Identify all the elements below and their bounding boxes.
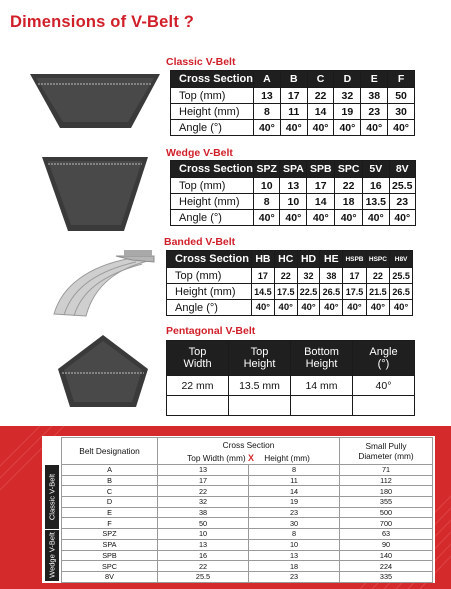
wedge-row-angle [171, 210, 416, 226]
banded-header-cell: HB [252, 251, 275, 268]
classic-cell: 19 [334, 104, 361, 120]
designation-cell: E [62, 507, 158, 518]
top-width-cell: 38 [158, 507, 249, 518]
wedge-cell: 14 [307, 194, 335, 210]
pully-cell: 90 [340, 539, 433, 550]
pentagonal-cell [353, 396, 415, 416]
pully-cell: 180 [340, 486, 433, 497]
classic-header-cell: Cross Section [171, 71, 254, 88]
summary-row [62, 465, 433, 476]
banded-header-cell: HSPC [366, 251, 389, 268]
height-cell: 18 [249, 561, 340, 572]
pully-cell: 224 [340, 561, 433, 572]
classic-cell: 40° [388, 120, 415, 136]
banded-cell: 17 [343, 268, 366, 284]
banded-cell: 17 [252, 268, 275, 284]
top-width-cell: 17 [158, 475, 249, 486]
wedge-header-cell: SPA [280, 161, 307, 178]
height-cell: 30 [249, 518, 340, 529]
page-title: Dimensions of V-Belt ? [10, 13, 195, 31]
wedge-cell: 16 [363, 178, 389, 194]
summary-row [62, 518, 433, 529]
classic-row-height [171, 104, 415, 120]
classic-row-top [171, 88, 415, 104]
banded-cell: 22 [366, 268, 389, 284]
pentagonal-header-cell: Angle (°) [353, 341, 415, 376]
classic-row-label: Angle (°) [171, 120, 254, 136]
pentagonal-section-title: Pentagonal V-Belt [166, 325, 256, 337]
banded-belt-table [166, 250, 413, 316]
wedge-row-height [171, 194, 416, 210]
classic-row-angle [171, 120, 415, 136]
summary-row [62, 475, 433, 486]
pentagonal-cell: 14 mm [291, 376, 353, 396]
classic-header-cell: D [334, 71, 361, 88]
designation-cell: F [62, 518, 158, 529]
banded-cell: 40° [320, 300, 343, 316]
pully-cell: 140 [340, 550, 433, 561]
banded-row-label: Top (mm) [167, 268, 252, 284]
top-width-cell: 25.5 [158, 571, 249, 582]
banded-cell: 32 [297, 268, 320, 284]
banded-header-cell: H8V [390, 251, 413, 268]
wedge-row-label: Height (mm) [171, 194, 254, 210]
wedge-header-cell: SPC [335, 161, 363, 178]
height-cell: 11 [249, 475, 340, 486]
banded-cell: 40° [274, 300, 297, 316]
banded-cell: 40° [366, 300, 389, 316]
wedge-header-cell: 8V [389, 161, 415, 178]
height-cell: 19 [249, 497, 340, 508]
wedge-cell: 8 [254, 194, 280, 210]
banded-cell: 14.5 [252, 284, 275, 300]
classic-cell: 40° [334, 120, 361, 136]
cross-section-header: Cross Section [158, 438, 340, 452]
banded-header-cell: Cross Section [167, 251, 252, 268]
classic-cell: 40° [280, 120, 307, 136]
wedge-cell: 40° [363, 210, 389, 226]
banded-row-label: Angle (°) [167, 300, 252, 316]
designation-cell: C [62, 486, 158, 497]
classic-cell: 11 [280, 104, 307, 120]
summary-row [62, 539, 433, 550]
height-cell: 8 [249, 529, 340, 540]
wedge-header-cell: SPB [307, 161, 335, 178]
banded-cell: 40° [343, 300, 366, 316]
wedge-row-label: Angle (°) [171, 210, 254, 226]
pentagonal-header-row [167, 341, 415, 376]
banded-cell: 25.5 [390, 268, 413, 284]
pully-cell: 112 [340, 475, 433, 486]
pentagonal-belt-image [56, 333, 152, 413]
height-cell: 14 [249, 486, 340, 497]
banded-cell: 22.5 [297, 284, 320, 300]
height-cell: 13 [249, 550, 340, 561]
summary-row [62, 507, 433, 518]
classic-cell: 50 [388, 88, 415, 104]
classic-cell: 40° [254, 120, 281, 136]
wedge-cell: 40° [389, 210, 415, 226]
classic-header-row [171, 71, 415, 88]
summary-row [62, 550, 433, 561]
classic-belt-image [30, 70, 162, 140]
top-width-cell: 13 [158, 539, 249, 550]
height-cell: 23 [249, 507, 340, 518]
wedge-cell: 18 [335, 194, 363, 210]
summary-table [61, 437, 433, 583]
designation-cell: A [62, 465, 158, 476]
banded-cell: 40° [252, 300, 275, 316]
wedge-cell: 17 [307, 178, 335, 194]
classic-cell: 30 [388, 104, 415, 120]
top-width-cell: 10 [158, 529, 249, 540]
pully-cell: 63 [340, 529, 433, 540]
classic-row-label: Top (mm) [171, 88, 254, 104]
wedge-cell: 10 [254, 178, 280, 194]
banded-header-cell: HC [274, 251, 297, 268]
top-width-cell: 22 [158, 486, 249, 497]
designation-cell: B [62, 475, 158, 486]
summary-row [62, 497, 433, 508]
banded-belt-image [36, 244, 156, 320]
banded-cell: 40° [297, 300, 320, 316]
banded-header-cell: HE [320, 251, 343, 268]
classic-cell: 23 [361, 104, 388, 120]
designation-header: Belt Designation [62, 438, 158, 465]
wedge-section-title: Wedge V-Belt [166, 147, 233, 159]
classic-header-cell: B [280, 71, 307, 88]
top-width-cell: 16 [158, 550, 249, 561]
classic-header-cell: F [388, 71, 415, 88]
classic-cell: 40° [307, 120, 334, 136]
banded-cell: 21.5 [366, 284, 389, 300]
pentagonal-cell [291, 396, 353, 416]
wedge-cell: 13 [280, 178, 307, 194]
classic-cell: 32 [334, 88, 361, 104]
banded-cell: 22 [274, 268, 297, 284]
top-width-cell: 50 [158, 518, 249, 529]
designation-cell: 8V [62, 571, 158, 582]
wedge-belt-image [42, 155, 154, 235]
classic-cell: 40° [361, 120, 388, 136]
banded-cell: 38 [320, 268, 343, 284]
wedge-row-top [171, 178, 416, 194]
wedge-row-label: Top (mm) [171, 178, 254, 194]
summary-row [62, 561, 433, 572]
cross-section-subheader: Top Width (mm) X Height (mm) [158, 451, 340, 465]
banded-header-cell: HD [297, 251, 320, 268]
banded-header-row [167, 251, 413, 268]
pentagonal-header-cell: Top Height [229, 341, 291, 376]
banded-row-angle [167, 300, 413, 316]
pentagonal-cell: 40° [353, 376, 415, 396]
wedge-group-label: Wedge V-Belt [47, 532, 57, 578]
top-width-cell: 32 [158, 497, 249, 508]
pentagonal-row-empty [167, 396, 415, 416]
classic-header-cell: A [254, 71, 281, 88]
pentagonal-header-cell: Bottom Height [291, 341, 353, 376]
designation-cell: SPZ [62, 529, 158, 540]
pully-cell: 700 [340, 518, 433, 529]
height-cell: 23 [249, 571, 340, 582]
banded-cell: 17.5 [343, 284, 366, 300]
classic-cell: 38 [361, 88, 388, 104]
wedge-cell: 25.5 [389, 178, 415, 194]
wedge-header-cell: 5V [363, 161, 389, 178]
banded-cell: 26.5 [320, 284, 343, 300]
banded-cell: 40° [390, 300, 413, 316]
classic-cell: 8 [254, 104, 281, 120]
classic-row-label: Height (mm) [171, 104, 254, 120]
wedge-cell: 40° [280, 210, 307, 226]
banded-header-cell: HSPB [343, 251, 366, 268]
classic-group-label: Classic V-Belt [47, 473, 57, 521]
designation-cell: D [62, 497, 158, 508]
pully-cell: 355 [340, 497, 433, 508]
banded-cell: 17.5 [274, 284, 297, 300]
wedge-cell: 22 [335, 178, 363, 194]
banded-row-height [167, 284, 413, 300]
designation-cell: SPC [62, 561, 158, 572]
pully-cell: 500 [340, 507, 433, 518]
pully-header: Small Pully Diameter (mm) [340, 438, 433, 465]
summary-row [62, 571, 433, 582]
wedge-belt-table [170, 160, 416, 226]
top-width-cell: 13 [158, 465, 249, 476]
height-cell: 8 [249, 465, 340, 476]
pentagonal-cell [229, 396, 291, 416]
wedge-cell: 40° [307, 210, 335, 226]
classic-cell: 13 [254, 88, 281, 104]
wedge-cell: 23 [389, 194, 415, 210]
wedge-cell: 40° [254, 210, 280, 226]
wedge-cell: 13.5 [363, 194, 389, 210]
wedge-header-row [171, 161, 416, 178]
banded-section-title: Banded V-Belt [164, 236, 236, 248]
classic-cell: 17 [280, 88, 307, 104]
pully-cell: 71 [340, 465, 433, 476]
pentagonal-cell: 13.5 mm [229, 376, 291, 396]
wedge-header-cell: SPZ [254, 161, 280, 178]
classic-header-cell: C [307, 71, 334, 88]
summary-row [62, 529, 433, 540]
classic-belt-table [170, 70, 415, 136]
classic-cell: 14 [307, 104, 334, 120]
classic-section-title: Classic V-Belt [166, 56, 236, 68]
designation-cell: SPA [62, 539, 158, 550]
wedge-cell: 10 [280, 194, 307, 210]
banded-row-top [167, 268, 413, 284]
pentagonal-cell [167, 396, 229, 416]
classic-header-cell: E [361, 71, 388, 88]
summary-header-row [62, 438, 433, 452]
banded-row-label: Height (mm) [167, 284, 252, 300]
height-cell: 10 [249, 539, 340, 550]
designation-cell: SPB [62, 550, 158, 561]
pentagonal-row [167, 376, 415, 396]
cross-x-mark: X [247, 452, 254, 463]
wedge-cell: 40° [335, 210, 363, 226]
pentagonal-header-cell: Top Width [167, 341, 229, 376]
wedge-header-cell: Cross Section [171, 161, 254, 178]
classic-cell: 22 [307, 88, 334, 104]
banded-cell: 26.5 [390, 284, 413, 300]
summary-row [62, 486, 433, 497]
top-width-cell: 22 [158, 561, 249, 572]
pentagonal-cell: 22 mm [167, 376, 229, 396]
pentagonal-belt-table [166, 340, 415, 416]
pully-cell: 335 [340, 571, 433, 582]
